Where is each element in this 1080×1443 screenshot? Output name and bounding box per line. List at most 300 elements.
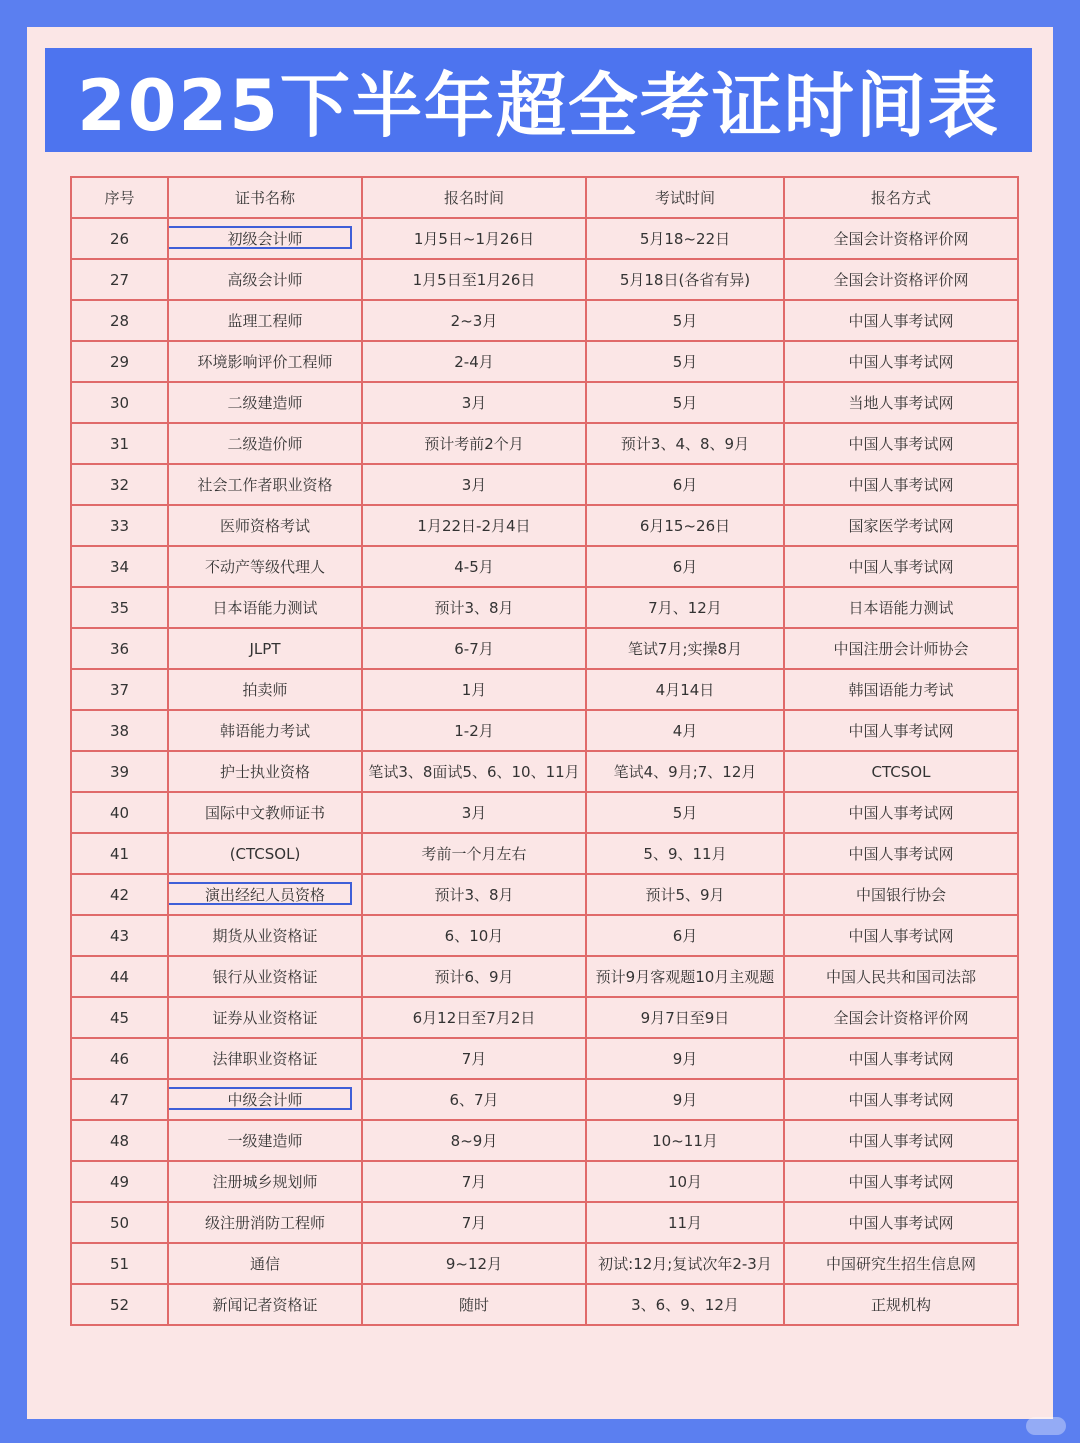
row-index-text: 43 (109, 926, 130, 945)
cert-name-text: 新闻记者资格证 (212, 1296, 318, 1314)
registration-method-text: 中国人民共和国司法部 (825, 968, 976, 986)
table-row (71, 833, 1018, 874)
registration-time-text: 1-2月 (454, 722, 494, 740)
exam-time-cell (586, 587, 784, 628)
registration-time-text: 考前一个月左右 (421, 845, 527, 863)
row-index-text: 28 (109, 311, 130, 330)
table-row (71, 382, 1018, 423)
registration-method-text: 中国人事考试网 (848, 435, 954, 453)
exam-time-text: 5月 (672, 804, 698, 822)
registration-method-text: 全国会计资格评价网 (833, 271, 969, 289)
row-index-cell (71, 1284, 168, 1325)
cert-name-cell (168, 1038, 362, 1079)
registration-time-text: 7月 (461, 1050, 487, 1068)
registration-time-cell (362, 710, 586, 751)
registration-time-cell (362, 751, 586, 792)
exam-time-text: 4月 (672, 722, 698, 740)
registration-method-cell (784, 505, 1018, 546)
row-index-text: 52 (109, 1295, 130, 1314)
registration-time-cell (362, 1161, 586, 1202)
cert-name-text: 中级会计师 (227, 1091, 303, 1109)
cert-name-cell (168, 874, 362, 915)
registration-time-cell (362, 628, 586, 669)
row-index-text: 47 (109, 1090, 130, 1109)
registration-method-cell (784, 956, 1018, 997)
registration-method-text: 中国人事考试网 (848, 1214, 954, 1232)
registration-time-cell (362, 1202, 586, 1243)
registration-method-text: 中国人事考试网 (848, 1091, 954, 1109)
registration-time-text: 预计3、8月 (434, 599, 514, 617)
exam-time-text: 预计9月客观题10月主观题 (595, 968, 775, 986)
registration-time-text: 3月 (461, 476, 487, 494)
exam-schedule-table-container (70, 176, 1017, 1326)
exam-time-cell (586, 956, 784, 997)
row-index-cell (71, 710, 168, 751)
registration-time-text: 4-5月 (454, 558, 494, 576)
registration-method-text: CTCSOL (871, 762, 931, 781)
registration-time-text: 3月 (461, 804, 487, 822)
exam-time-text: 3、6、9、12月 (631, 1296, 739, 1314)
row-index-cell (71, 628, 168, 669)
row-index-cell (71, 956, 168, 997)
exam-time-cell (586, 751, 784, 792)
exam-time-cell (586, 1202, 784, 1243)
row-index-cell (71, 792, 168, 833)
cert-name-cell (168, 1284, 362, 1325)
exam-time-cell (586, 710, 784, 751)
table-row (71, 1243, 1018, 1284)
exam-time-text: 6月 (672, 476, 698, 494)
exam-time-cell (586, 218, 784, 259)
row-index-text: 44 (109, 967, 130, 986)
exam-time-text: 10~11月 (652, 1132, 718, 1150)
cert-name-cell (168, 505, 362, 546)
cert-name-cell (168, 546, 362, 587)
row-index-cell (71, 218, 168, 259)
cert-name-text: 国际中文教师证书 (204, 804, 325, 822)
registration-time-text: 1月22日-2月4日 (417, 517, 531, 535)
table-row (71, 1161, 1018, 1202)
exam-time-cell (586, 669, 784, 710)
row-index-cell (71, 1202, 168, 1243)
cert-name-cell (168, 587, 362, 628)
cert-name-cell (168, 300, 362, 341)
exam-time-cell (586, 915, 784, 956)
cert-name-cell (168, 1120, 362, 1161)
cert-name-cell (168, 915, 362, 956)
row-index-text: 29 (109, 352, 130, 371)
cert-name-text: 期货从业资格证 (212, 927, 318, 945)
cert-name-cell (168, 1243, 362, 1284)
registration-method-text: 正规机构 (870, 1296, 931, 1314)
exam-time-cell (586, 382, 784, 423)
row-index-cell (71, 382, 168, 423)
row-index-cell (71, 915, 168, 956)
registration-method-cell (784, 1243, 1018, 1284)
registration-time-text: 1月5日~1月26日 (413, 230, 535, 248)
registration-time-cell (362, 218, 586, 259)
table-row (71, 1038, 1018, 1079)
exam-time-text: 6月15~26日 (639, 517, 731, 535)
exam-time-text: 5月18~22日 (639, 230, 731, 248)
registration-time-cell (362, 997, 586, 1038)
row-index-text: 50 (109, 1213, 130, 1232)
registration-method-cell (784, 300, 1018, 341)
table-row (71, 587, 1018, 628)
exam-time-text: 10月 (667, 1173, 703, 1191)
header-index: 序号 (71, 177, 168, 218)
registration-method-text: 全国会计资格评价网 (833, 230, 969, 248)
cert-name-text: 拍卖师 (242, 681, 288, 699)
table-row (71, 300, 1018, 341)
cert-name-cell (168, 218, 362, 259)
registration-time-text: 随时 (458, 1296, 489, 1314)
registration-method-text: 中国人事考试网 (848, 804, 954, 822)
row-index-cell (71, 669, 168, 710)
row-index-text: 35 (109, 598, 130, 617)
row-index-text: 48 (109, 1131, 130, 1150)
registration-time-cell (362, 1284, 586, 1325)
registration-method-cell (784, 669, 1018, 710)
registration-time-text: 预计考前2个月 (424, 435, 524, 453)
registration-method-cell (784, 628, 1018, 669)
registration-method-cell (784, 382, 1018, 423)
cert-name-cell (168, 997, 362, 1038)
cert-name-cell (168, 956, 362, 997)
registration-time-cell (362, 669, 586, 710)
title-banner (45, 48, 1032, 152)
cert-name-cell (168, 833, 362, 874)
registration-method-cell (784, 1161, 1018, 1202)
exam-time-text: 预计3、4、8、9月 (620, 435, 750, 453)
table-row (71, 464, 1018, 505)
registration-time-cell (362, 382, 586, 423)
registration-time-text: 8~9月 (450, 1132, 498, 1150)
registration-method-cell (784, 546, 1018, 587)
exam-time-text: 9月7日至9日 (640, 1009, 730, 1027)
row-index-cell (71, 874, 168, 915)
table-row (71, 628, 1018, 669)
registration-time-cell (362, 792, 586, 833)
exam-time-text: 5月 (672, 312, 698, 330)
registration-method-cell (784, 423, 1018, 464)
table-row (71, 423, 1018, 464)
exam-time-text: 初试:12月;复试次年2-3月 (598, 1255, 772, 1273)
row-index-text: 31 (109, 434, 130, 453)
registration-time-cell (362, 587, 586, 628)
exam-time-text: 5、9、11月 (643, 845, 727, 863)
cert-name-text: 日本语能力测试 (212, 599, 318, 617)
row-index-cell (71, 259, 168, 300)
registration-method-cell (784, 792, 1018, 833)
cert-name-text: 级注册消防工程师 (204, 1214, 325, 1232)
exam-time-cell (586, 546, 784, 587)
registration-time-text: 6-7月 (454, 640, 494, 658)
registration-method-text: 中国人事考试网 (848, 722, 954, 740)
registration-method-cell (784, 587, 1018, 628)
table-body (71, 218, 1018, 1325)
registration-method-text: 中国人事考试网 (848, 1173, 954, 1191)
registration-time-cell (362, 341, 586, 382)
exam-time-text: 6月 (672, 927, 698, 945)
cert-name-cell (168, 382, 362, 423)
cert-name-text: 演出经纪人员资格 (204, 886, 325, 904)
exam-time-cell (586, 1243, 784, 1284)
exam-time-cell (586, 997, 784, 1038)
exam-time-text: 7月、12月 (648, 599, 722, 617)
registration-time-text: 预计6、9月 (434, 968, 514, 986)
row-index-text: 51 (109, 1254, 130, 1273)
registration-time-text: 2~3月 (450, 312, 498, 330)
registration-method-cell (784, 710, 1018, 751)
row-index-text: 41 (109, 844, 130, 863)
cert-name-cell (168, 1161, 362, 1202)
exam-time-text: 9月 (672, 1091, 698, 1109)
cert-name-text: 银行从业资格证 (212, 968, 318, 986)
registration-time-text: 7月 (461, 1173, 487, 1191)
row-index-cell (71, 546, 168, 587)
registration-time-cell (362, 546, 586, 587)
registration-time-text: 笔试3、8面试5、6、10、11月 (368, 763, 580, 781)
row-index-text: 46 (109, 1049, 130, 1068)
exam-time-cell (586, 259, 784, 300)
cert-name-text: 高级会计师 (227, 271, 303, 289)
row-index-text: 36 (109, 639, 130, 658)
cert-name-text: 二级造价师 (227, 435, 303, 453)
highlight-box (168, 1087, 352, 1110)
row-index-text: 42 (109, 885, 130, 904)
registration-time-cell (362, 833, 586, 874)
row-index-cell (71, 505, 168, 546)
exam-time-text: 4月14日 (655, 681, 715, 699)
cert-name-cell (168, 628, 362, 669)
cert-name-cell (168, 423, 362, 464)
exam-time-text: 预计5、9月 (645, 886, 725, 904)
cert-name-text: 二级建造师 (227, 394, 303, 412)
row-index-text: 27 (109, 270, 130, 289)
cert-name-cell (168, 1202, 362, 1243)
registration-method-text: 中国银行协会 (855, 886, 946, 904)
registration-method-cell (784, 1079, 1018, 1120)
exam-time-cell (586, 833, 784, 874)
table-row (71, 792, 1018, 833)
registration-method-text: 中国研究生招生信息网 (825, 1255, 976, 1273)
cert-name-cell (168, 1079, 362, 1120)
exam-time-cell (586, 628, 784, 669)
row-index-cell (71, 423, 168, 464)
exam-time-cell (586, 1120, 784, 1161)
header-registration-time: 报名时间 (362, 177, 586, 218)
registration-method-text: 中国人事考试网 (848, 1132, 954, 1150)
header-exam-time: 考试时间 (586, 177, 784, 218)
registration-method-text: 韩国语能力考试 (848, 681, 954, 699)
row-index-cell (71, 833, 168, 874)
registration-method-text: 中国人事考试网 (848, 845, 954, 863)
registration-method-text: 全国会计资格评价网 (833, 1009, 969, 1027)
row-index-cell (71, 997, 168, 1038)
row-index-text: 45 (109, 1008, 130, 1027)
registration-time-cell (362, 1243, 586, 1284)
registration-time-cell (362, 1038, 586, 1079)
registration-time-cell (362, 1120, 586, 1161)
registration-time-cell (362, 300, 586, 341)
cert-name-text: 韩语能力考试 (219, 722, 310, 740)
exam-time-text: 5月 (672, 353, 698, 371)
watermark (1026, 1417, 1066, 1435)
exam-time-cell (586, 1079, 784, 1120)
cert-name-text: 注册城乡规划师 (212, 1173, 318, 1191)
cert-name-text: (CTCSOL) (229, 844, 301, 863)
row-index-cell (71, 1120, 168, 1161)
registration-time-text: 9~12月 (445, 1255, 503, 1273)
exam-time-text: 笔试7月;实操8月 (627, 640, 743, 658)
registration-method-cell (784, 1284, 1018, 1325)
row-index-cell (71, 1079, 168, 1120)
registration-time-cell (362, 259, 586, 300)
row-index-cell (71, 464, 168, 505)
row-index-text: 49 (109, 1172, 130, 1191)
registration-time-cell (362, 1079, 586, 1120)
registration-time-cell (362, 874, 586, 915)
table-row (71, 956, 1018, 997)
registration-method-text: 中国人事考试网 (848, 927, 954, 945)
registration-time-text: 1月 (461, 681, 487, 699)
cert-name-text: 社会工作者职业资格 (197, 476, 333, 494)
row-index-text: 34 (109, 557, 130, 576)
row-index-cell (71, 751, 168, 792)
exam-time-cell (586, 1038, 784, 1079)
registration-method-text: 中国人事考试网 (848, 1050, 954, 1068)
table-row (71, 915, 1018, 956)
registration-method-text: 国家医学考试网 (848, 517, 954, 535)
table-row (71, 997, 1018, 1038)
registration-method-cell (784, 833, 1018, 874)
exam-time-cell (586, 1161, 784, 1202)
exam-time-cell (586, 464, 784, 505)
registration-method-text: 日本语能力测试 (848, 599, 954, 617)
header-cert-name: 证书名称 (168, 177, 362, 218)
row-index-text: 32 (109, 475, 130, 494)
table-row (71, 259, 1018, 300)
row-index-text: 37 (109, 680, 130, 699)
highlight-box (168, 882, 352, 905)
table-row (71, 1079, 1018, 1120)
exam-time-text: 9月 (672, 1050, 698, 1068)
row-index-text: 39 (109, 762, 130, 781)
registration-time-cell (362, 423, 586, 464)
exam-time-cell (586, 1284, 784, 1325)
cert-name-cell (168, 751, 362, 792)
registration-method-cell (784, 1120, 1018, 1161)
registration-method-cell (784, 997, 1018, 1038)
registration-time-text: 6、7月 (449, 1091, 499, 1109)
row-index-cell (71, 341, 168, 382)
exam-time-cell (586, 505, 784, 546)
table-row (71, 669, 1018, 710)
cert-name-cell (168, 669, 362, 710)
table-row (71, 874, 1018, 915)
registration-time-text: 预计3、8月 (434, 886, 514, 904)
registration-time-cell (362, 505, 586, 546)
row-index-cell (71, 1161, 168, 1202)
registration-method-text: 中国人事考试网 (848, 476, 954, 494)
table-row (71, 751, 1018, 792)
cert-name-text: 护士执业资格 (219, 763, 310, 781)
exam-time-text: 11月 (667, 1214, 703, 1232)
registration-time-cell (362, 464, 586, 505)
registration-method-cell (784, 341, 1018, 382)
exam-time-cell (586, 300, 784, 341)
table-row (71, 505, 1018, 546)
registration-method-cell (784, 915, 1018, 956)
row-index-text: 40 (109, 803, 130, 822)
registration-method-text: 中国人事考试网 (848, 312, 954, 330)
row-index-text: 30 (109, 393, 130, 412)
exam-time-text: 5月18日(各省有异) (619, 271, 751, 289)
cert-name-text: 不动产等级代理人 (204, 558, 325, 576)
registration-method-cell (784, 259, 1018, 300)
registration-method-cell (784, 751, 1018, 792)
header-registration-method: 报名方式 (784, 177, 1018, 218)
exam-time-cell (586, 423, 784, 464)
cert-name-text: 一级建造师 (227, 1132, 303, 1150)
table-row (71, 341, 1018, 382)
cert-name-text: 法律职业资格证 (212, 1050, 318, 1068)
registration-method-cell (784, 464, 1018, 505)
registration-time-cell (362, 915, 586, 956)
table-row (71, 218, 1018, 259)
registration-method-text: 中国人事考试网 (848, 558, 954, 576)
registration-time-cell (362, 956, 586, 997)
row-index-text: 38 (109, 721, 130, 740)
registration-time-text: 6月12日至7月2日 (412, 1009, 536, 1027)
registration-time-text: 7月 (461, 1214, 487, 1232)
cert-name-cell (168, 464, 362, 505)
table-row (71, 546, 1018, 587)
registration-method-cell (784, 1202, 1018, 1243)
row-index-cell (71, 587, 168, 628)
row-index-cell (71, 300, 168, 341)
exam-time-cell (586, 874, 784, 915)
registration-time-text: 2-4月 (454, 353, 494, 371)
row-index-text: 26 (109, 229, 130, 248)
table-header-row (71, 177, 1018, 218)
row-index-cell (71, 1038, 168, 1079)
cert-name-cell (168, 792, 362, 833)
exam-time-text: 5月 (672, 394, 698, 412)
registration-time-text: 1月5日至1月26日 (412, 271, 536, 289)
exam-time-text: 笔试4、9月;7、12月 (613, 763, 757, 781)
registration-method-text: 中国注册会计师协会 (833, 640, 969, 658)
exam-time-cell (586, 792, 784, 833)
row-index-text: 33 (109, 516, 130, 535)
cert-name-text: 监理工程师 (227, 312, 303, 330)
registration-method-cell (784, 874, 1018, 915)
cert-name-text: 初级会计师 (227, 230, 303, 248)
table-row (71, 1120, 1018, 1161)
highlight-box (168, 226, 352, 249)
page-title: 2025下半年超全考证时间表 (77, 64, 1000, 147)
row-index-cell (71, 1243, 168, 1284)
exam-schedule-table (70, 176, 1019, 1326)
registration-method-cell (784, 1038, 1018, 1079)
registration-time-text: 6、10月 (444, 927, 504, 945)
cert-name-text: 环境影响评价工程师 (197, 353, 333, 371)
cert-name-cell (168, 259, 362, 300)
cert-name-cell (168, 710, 362, 751)
cert-name-text: JLPT (249, 639, 281, 658)
registration-time-text: 3月 (461, 394, 487, 412)
